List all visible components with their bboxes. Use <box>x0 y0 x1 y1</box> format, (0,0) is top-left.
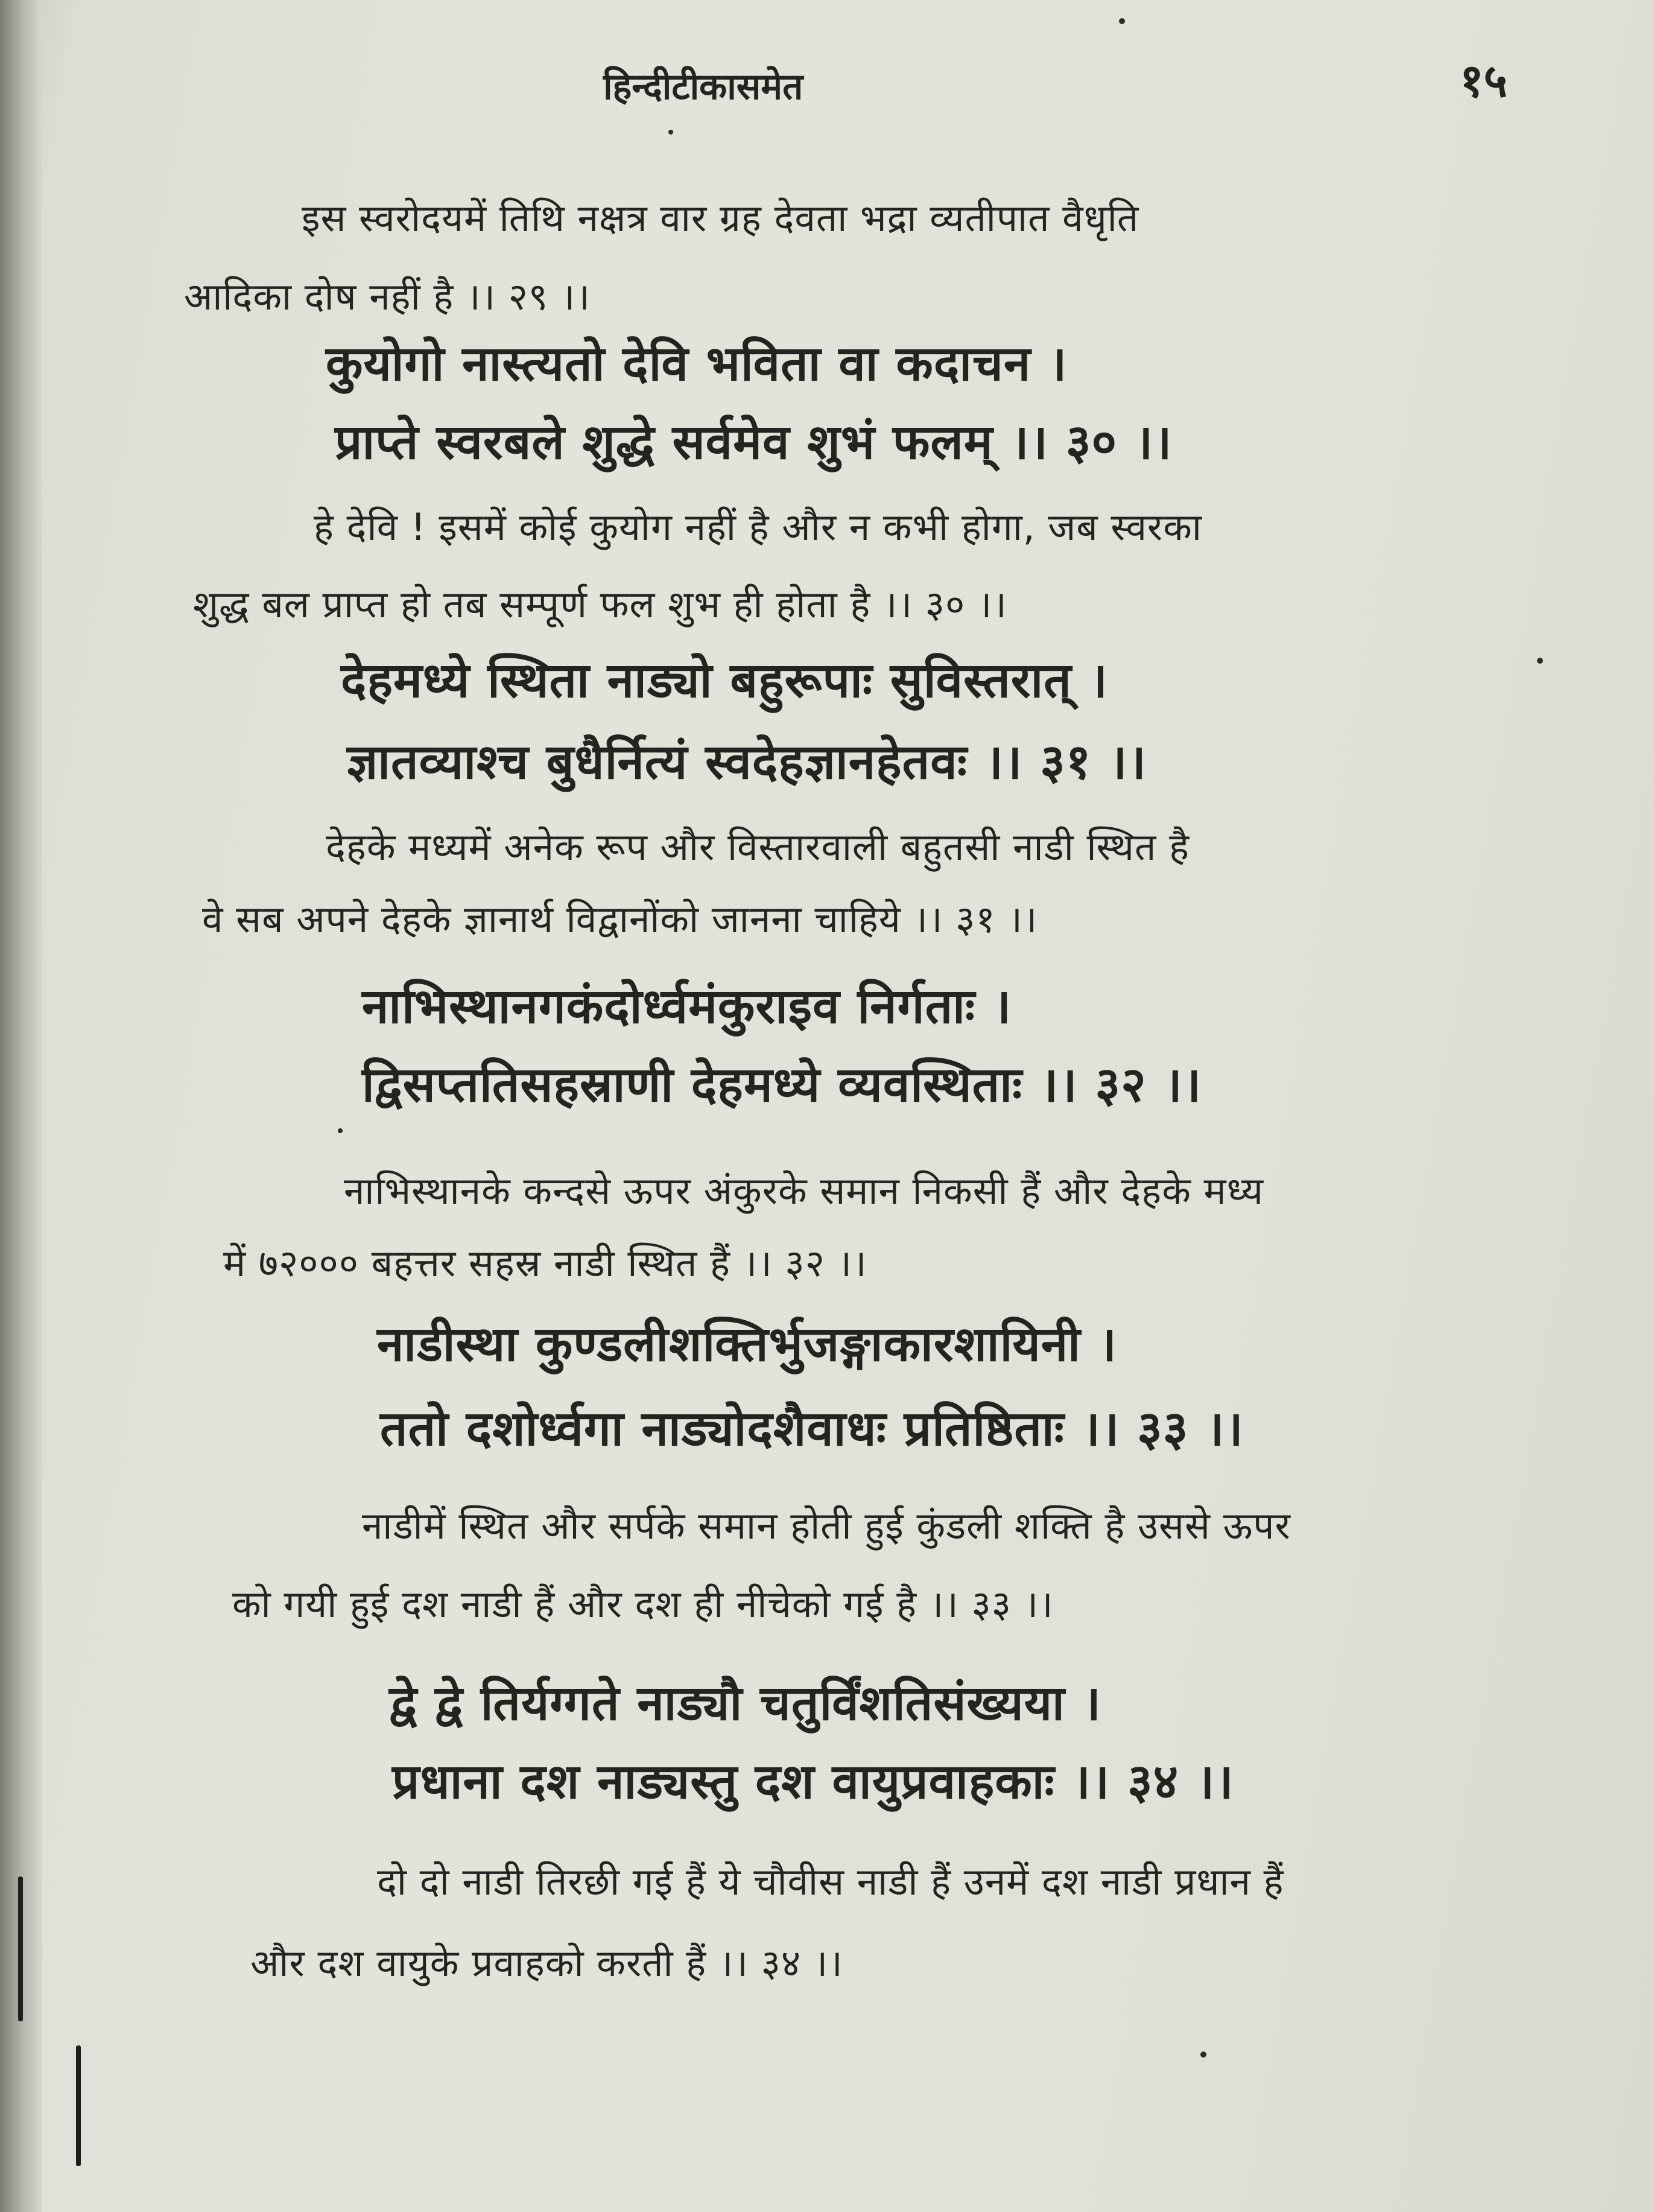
sanskrit-verse-line: प्राप्ते स्वरबले शुद्धे सर्वमेव शुभं फलम् ।। ३० ।। <box>335 414 1173 470</box>
margin-ink-mark <box>18 1877 23 2021</box>
commentary-line: और दश वायुके प्रवाहको करती हैं ।। ३४ ।। <box>250 1941 843 1985</box>
commentary-line: आदिका दोष नहीं है ।। २९ ।। <box>184 275 591 319</box>
sanskrit-verse-line: नाभिस्थानगकंदोर्ध्वमंकुराइव निर्गताः । <box>362 978 1012 1034</box>
commentary-line: देहके मध्यमें अनेक रूप और विस्तारवाली बहुतसी नाडी स्थित है <box>326 825 1190 869</box>
sanskrit-verse-line: द्विसप्ततिसहस्राणी देहमध्ये व्यवस्थिताः ।। ३२ ।। <box>362 1057 1202 1113</box>
page-header <box>0 54 1654 115</box>
commentary-line: नाडीमें स्थित और सर्पके समान होती हुई कुंडली शक्ति है उससे ऊपर <box>362 1504 1291 1548</box>
ink-speck <box>1200 2052 1206 2058</box>
commentary-line: शुद्ध बल प्राप्त हो तब सम्पूर्ण फल शुभ ही होता है ।। ३० ।। <box>193 582 1007 626</box>
commentary-line: को गयी हुई दश नाडी हैं और दश ही नीचेको गई है ।। ३३ ।। <box>232 1582 1054 1626</box>
ink-speck <box>338 1128 343 1133</box>
commentary-line: नाभिस्थानके कन्दसे ऊपर अंकुरके समान निकसी हैं और देहके मध्य <box>344 1169 1264 1213</box>
ink-speck <box>1119 18 1125 24</box>
ink-speck <box>1537 658 1543 664</box>
sanskrit-verse-line: ततो दशोर्ध्वगा नाड्योदशैवाधः प्रतिष्ठिताः ।। ३३ ।। <box>380 1400 1244 1457</box>
commentary-line: वे सब अपने देहके ज्ञानार्थ विद्वानोंको जानना चाहिये ।। ३१ ।। <box>202 897 1038 941</box>
commentary-line: दो दो नाडी तिरछी गई हैं ये चौवीस नाडी हैं उनमें दश नाडी प्रधान हैं <box>377 1860 1284 1904</box>
commentary-line: इस स्वरोदयमें तिथि नक्षत्र वार ग्रह देवता भद्रा व्यतीपात वैधृति <box>302 196 1139 240</box>
sanskrit-verse-line: प्रधाना दश नाड्यस्तु दश वायुप्रवाहकाः ।। ३४ ।। <box>392 1753 1234 1810</box>
commentary-line: हे देवि ! इसमें कोई कुयोग नहीं है और न कभी होगा, जब स्वरका <box>314 505 1202 549</box>
ink-speck <box>668 130 673 135</box>
commentary-line: में ७२००० बहत्तर सहस्र नाडी स्थित हैं ।। ३२ ।। <box>223 1241 867 1285</box>
margin-ink-mark <box>76 2045 81 2166</box>
page-number: १५ <box>1460 54 1508 107</box>
running-title: हिन्दीटीकासमेत <box>603 66 803 108</box>
sanskrit-verse-line: ज्ञातव्याश्च बुधैर्नित्यं स्वदेहज्ञानहेतवः ।। ३१ ।। <box>347 734 1147 790</box>
sanskrit-verse-line: नाडीस्था कुण्डलीशक्तिर्भुजङ्गाकारशायिनी । <box>377 1316 1118 1372</box>
sanskrit-verse-line: देहमध्ये स्थिता नाड्यो बहुरूपाः सुविस्तरात् । <box>341 652 1109 708</box>
sanskrit-verse-line: द्वे द्वे तिर्यग्गते नाड्यौ चतुर्विंशतिसंख्यया । <box>389 1675 1101 1731</box>
sanskrit-verse-line: कुयोगो नास्त्यतो देवि भविता वा कदाचन । <box>326 335 1068 392</box>
